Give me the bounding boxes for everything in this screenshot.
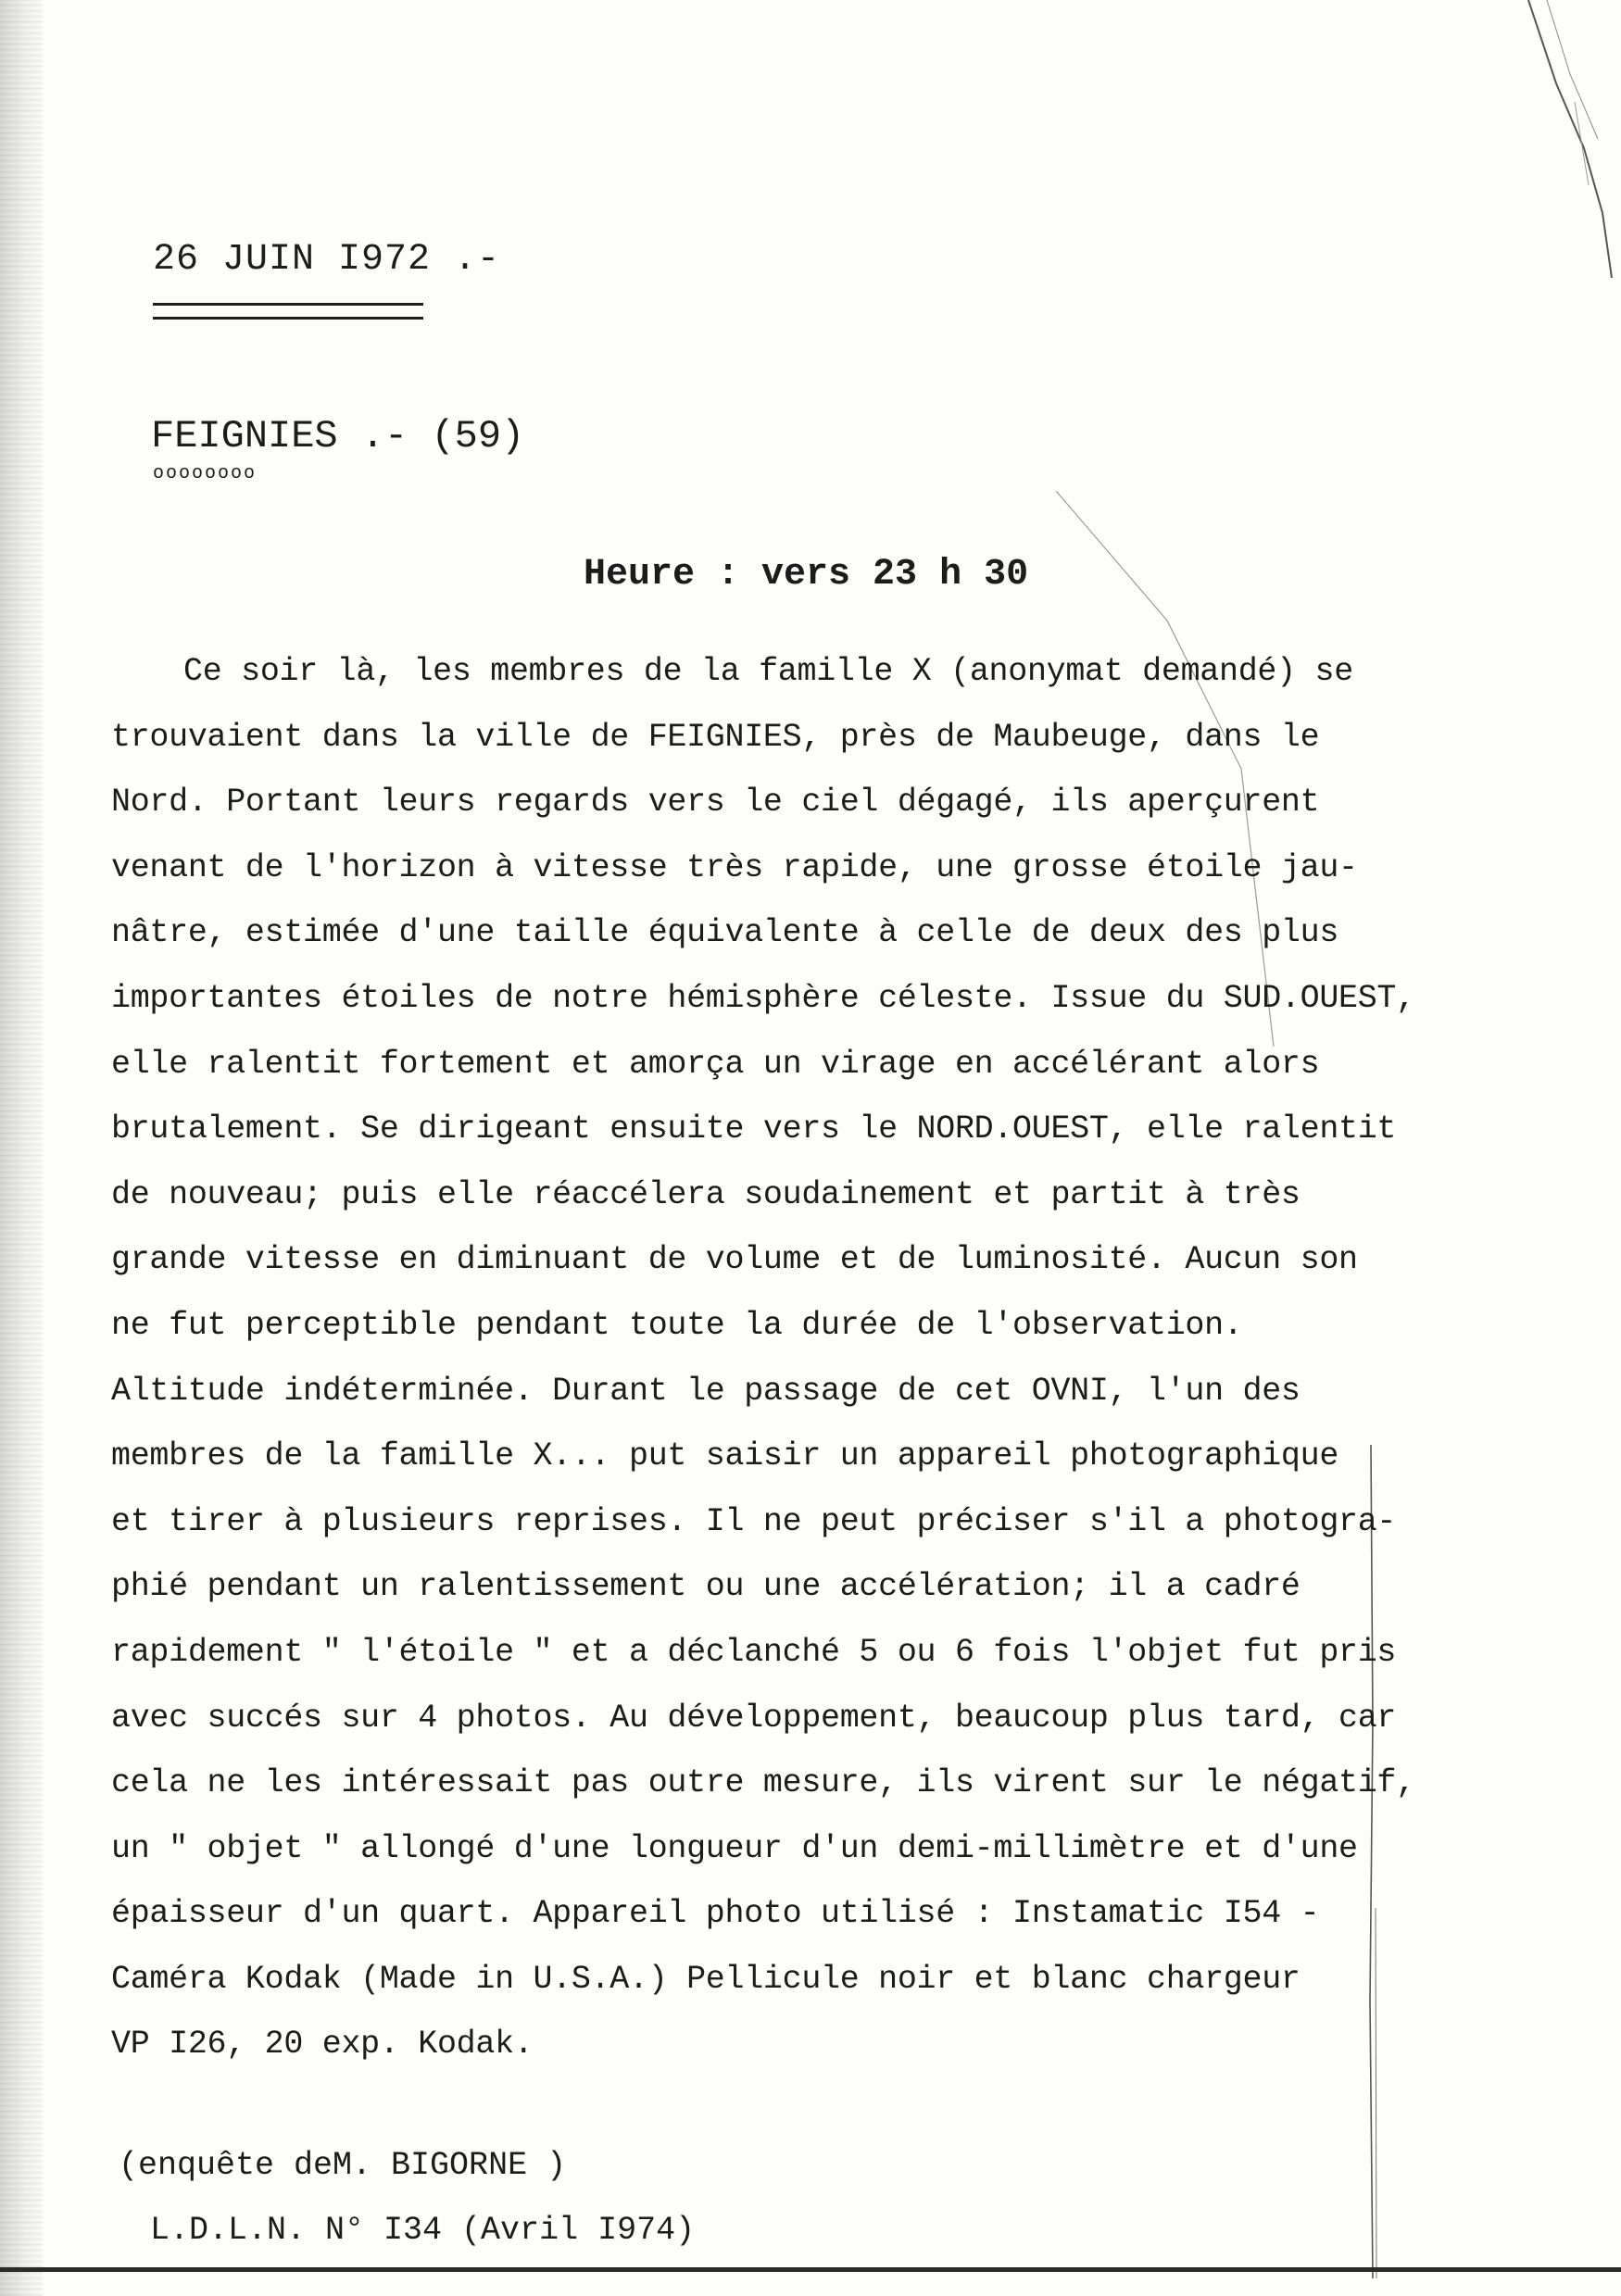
body-line: Caméra Kodak (Made in U.S.A.) Pellicule noir et blanc chargeur: [111, 1960, 1301, 1998]
body-line: venant de l'horizon à vitesse très rapide, une grosse étoile jau-: [111, 848, 1358, 886]
observation-time: Heure : vers 23 h 30: [584, 554, 1029, 596]
document-date: 26 JUIN I972 .-: [153, 239, 501, 281]
body-line: VP I26, 20 exp. Kodak.: [111, 2026, 534, 2064]
body-line: brutalement. Se dirigeant ensuite vers le NORD.OUEST, elle ralentit: [111, 1110, 1397, 1148]
body-line: grande vitesse en diminuant de volume et de luminosité. Aucun son: [111, 1241, 1358, 1279]
body-line: Altitude indéterminée. Durant le passage de cet OVNI, l'un des: [111, 1372, 1301, 1410]
body-line: avec succés sur 4 photos. Au développement, beaucoup plus tard, car: [111, 1699, 1397, 1737]
body-line: ne fut perceptible pendant toute la durée de l'observation.: [111, 1306, 1243, 1344]
body-line: rapidement " l'étoile " et a déclanché 5 ou 6 fois l'objet fut pris: [111, 1633, 1397, 1671]
body-line: cela ne les intéressait pas outre mesure, ils virent sur le négatif,: [111, 1764, 1415, 1802]
body-line: Nord. Portant leurs regards vers le ciel dégagé, ils aperçurent: [111, 784, 1320, 822]
body-line: de nouveau; puis elle réaccélera soudainement et partit à très: [111, 1175, 1301, 1213]
body-line: elle ralentit fortement et amorça un virage en accélérant alors: [111, 1045, 1320, 1083]
investigator-credit: (enquête deM. BIGORNE ): [119, 2147, 567, 2184]
location-dotted-underline: oooooooo: [153, 463, 258, 484]
body-line: membres de la famille X... put saisir un appareil photographique: [111, 1437, 1339, 1475]
date-double-underline: [153, 303, 423, 320]
paper-crease-top-right: [1519, 0, 1621, 278]
body-line: épaisseur d'un quart. Appareil photo utilisé : Instamatic I54 -: [111, 1895, 1320, 1933]
location-heading: FEIGNIES .- (59): [151, 414, 525, 458]
body-line: Ce soir là, les membres de la famille X (anonymat demandé) se: [183, 653, 1353, 690]
body-line: et tirer à plusieurs reprises. Il ne peut préciser s'il a photogra-: [111, 1502, 1397, 1540]
body-line: trouvaient dans la ville de FEIGNIES, près de Maubeuge, dans le: [111, 718, 1320, 756]
body-line: nâtre, estimée d'une taille équivalente à celle de deux des plus: [111, 914, 1339, 952]
body-line: phié pendant un ralentissement ou une accélération; il a cadré: [111, 1568, 1301, 1606]
binding-edge-shadow: [0, 0, 43, 2296]
body-line: importantes étoiles de notre hémisphère céleste. Issue du SUD.OUEST,: [111, 979, 1415, 1017]
body-line: un " objet " allongé d'une longueur d'un demi-millimètre et d'une: [111, 1829, 1358, 1867]
source-reference: L.D.L.N. N° I34 (Avril I974): [150, 2212, 696, 2249]
page-bottom-rule: [0, 2267, 1621, 2272]
report-body: [111, 639, 1612, 2077]
